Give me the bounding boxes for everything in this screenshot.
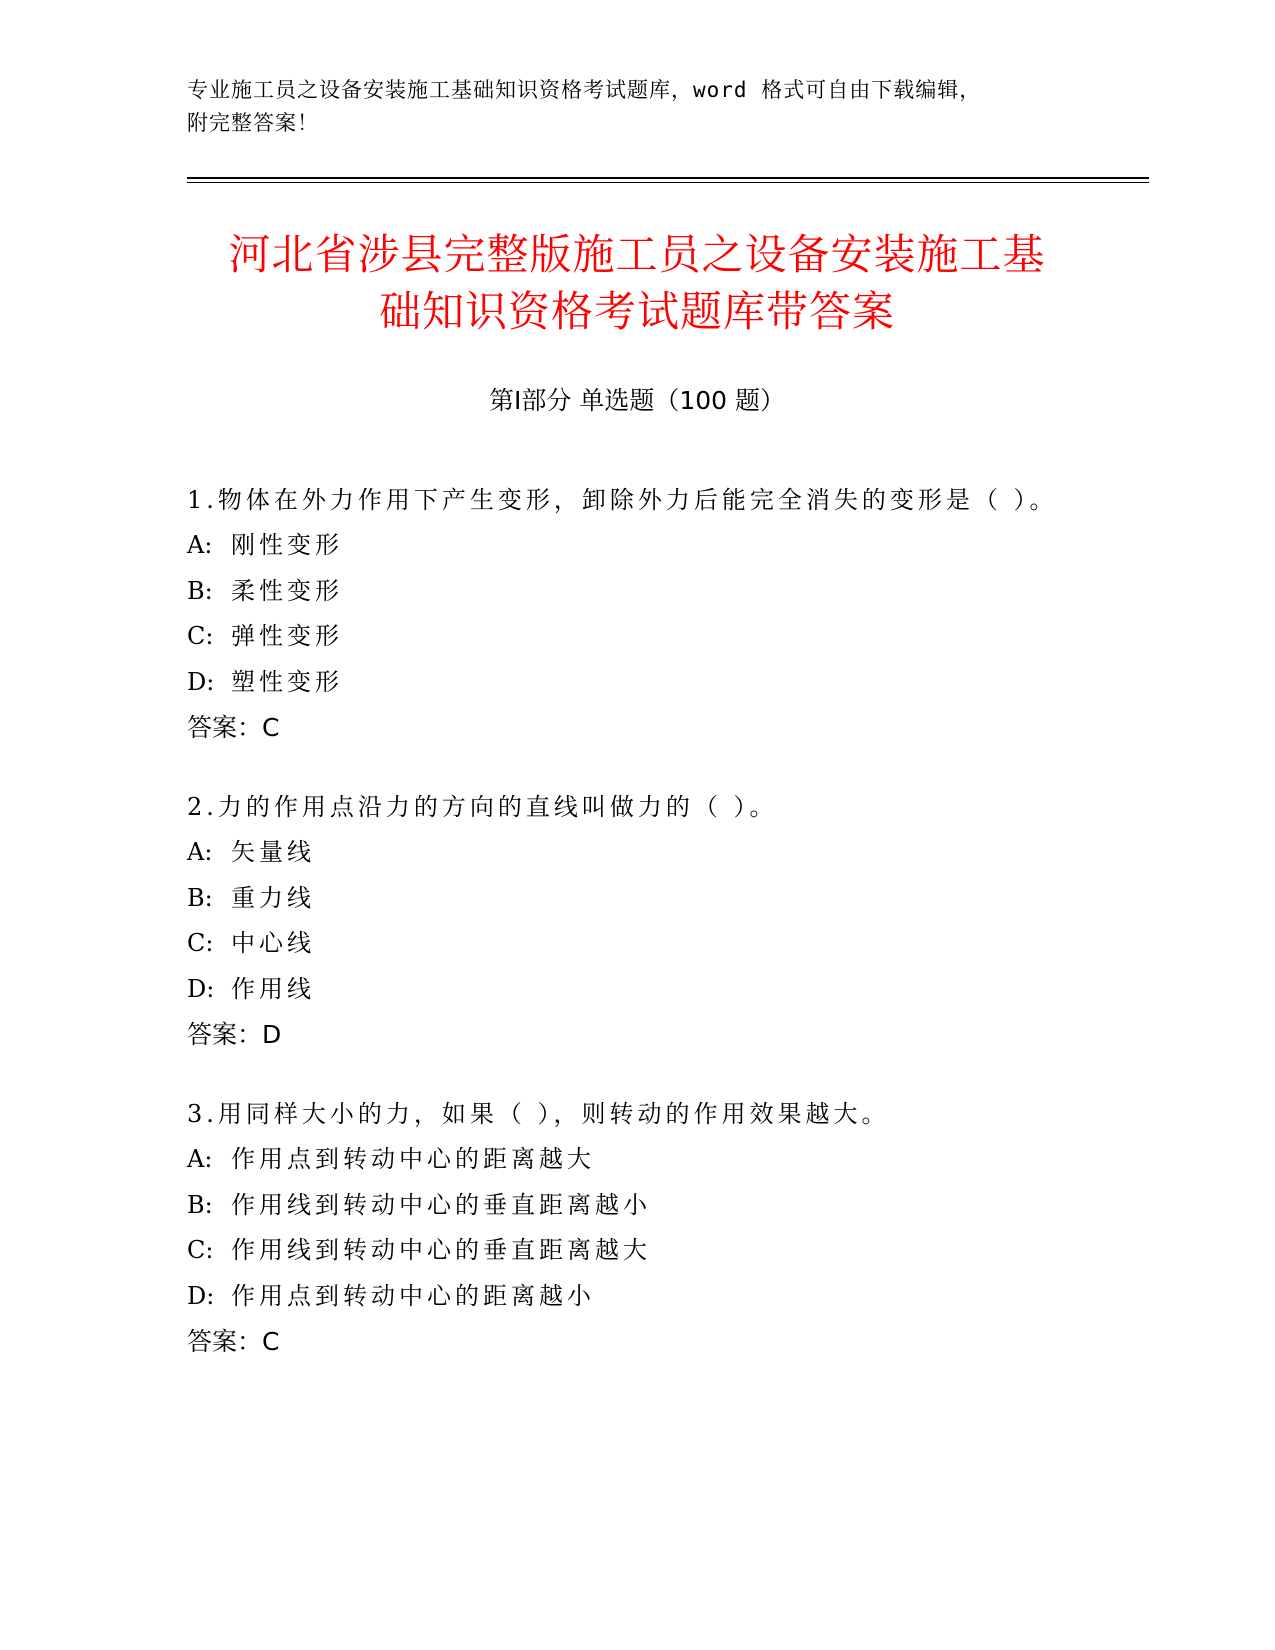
header-note-line-2: 附完整答案！ xyxy=(187,111,319,135)
option-letter: B: xyxy=(187,883,213,912)
option-letter: C: xyxy=(187,929,214,957)
option-letter: C: xyxy=(187,622,214,650)
option-letter: B: xyxy=(187,1190,213,1219)
option-letter: D: xyxy=(187,667,215,696)
option-text: 作用点到转动中心的距离越大 xyxy=(231,1145,595,1173)
document-title-line-2: 础知识资格考试题库带答案 xyxy=(378,287,895,336)
option-c xyxy=(187,614,1077,660)
option-text: 作用线 xyxy=(231,974,315,1003)
header-divider-thick xyxy=(187,177,1149,179)
option-letter: D: xyxy=(187,974,215,1003)
question-stem: 1.物体在外力作用下产生变形，卸除外力后能完全消失的变形是（ ）。 xyxy=(187,486,1058,514)
answer-line: 答案：C xyxy=(187,713,280,742)
option-text: 重力线 xyxy=(231,883,315,912)
option-letter: D: xyxy=(187,1281,215,1310)
option-a xyxy=(187,1137,1077,1183)
option-text: 柔性变形 xyxy=(231,576,343,605)
option-text: 刚性变形 xyxy=(231,531,343,559)
option-letter: C: xyxy=(187,1236,214,1264)
question-1 xyxy=(187,478,1077,750)
option-letter: A: xyxy=(187,1145,213,1173)
question-2 xyxy=(187,785,1077,1057)
option-text: 中心线 xyxy=(231,929,315,957)
question-list xyxy=(187,478,1077,1399)
option-text: 弹性变形 xyxy=(231,622,343,650)
option-text: 作用线到转动中心的垂直距离越大 xyxy=(231,1236,651,1264)
option-text: 矢量线 xyxy=(231,838,315,866)
header-note xyxy=(187,74,1087,140)
option-letter: A: xyxy=(187,531,213,559)
option-a xyxy=(187,830,1077,876)
option-b xyxy=(187,1183,1077,1229)
question-stem: 2.力的作用点沿力的方向的直线叫做力的（ ）。 xyxy=(187,793,778,821)
option-b xyxy=(187,569,1077,615)
option-letter: A: xyxy=(187,838,213,866)
option-text: 作用点到转动中心的距离越小 xyxy=(231,1281,595,1310)
option-d xyxy=(187,660,1077,706)
option-c xyxy=(187,921,1077,967)
option-b xyxy=(187,876,1077,922)
header-divider-thin xyxy=(187,182,1149,183)
section-heading: 第Ⅰ部分 单选题（100 题） xyxy=(489,386,785,415)
option-text: 塑性变形 xyxy=(231,667,343,696)
header-note-line-1: 专业施工员之设备安装施工基础知识资格考试题库，word 格式可自由下载编辑， xyxy=(187,78,982,102)
question-stem: 3.用同样大小的力，如果（ ），则转动的作用效果越大。 xyxy=(187,1100,890,1128)
answer-line: 答案：C xyxy=(187,1327,280,1356)
option-a xyxy=(187,523,1077,569)
answer-line: 答案：D xyxy=(187,1020,282,1049)
option-text: 作用线到转动中心的垂直距离越小 xyxy=(231,1190,651,1219)
question-3 xyxy=(187,1092,1077,1364)
document-title-line-1: 河北省涉县完整版施工员之设备安装施工基 xyxy=(228,230,1046,279)
option-d xyxy=(187,967,1077,1013)
option-d xyxy=(187,1274,1077,1320)
document-title xyxy=(187,226,1087,340)
option-c xyxy=(187,1228,1077,1274)
option-letter: B: xyxy=(187,576,213,605)
